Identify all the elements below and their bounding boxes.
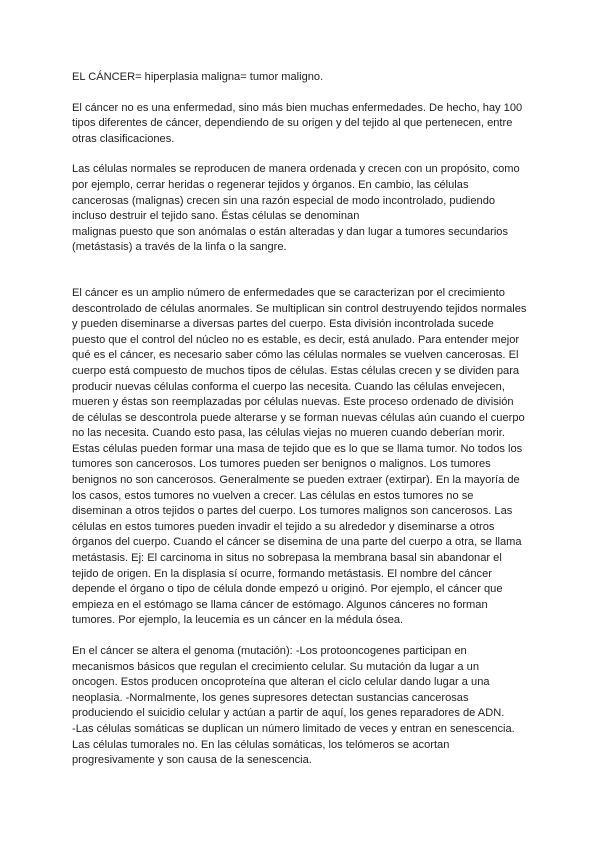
title-line: EL CÁNCER= hiperplasia maligna= tumor maligno.	[72, 71, 324, 83]
paragraph-intro	[72, 101, 528, 148]
text-line: empieza en el estómago se llama cáncer de estómago. Algunos cánceres no forman	[72, 598, 488, 611]
text-line: qué es el cáncer, es necesario saber cómo las células normales se vuelven cancerosas. El	[72, 349, 519, 362]
document-page	[72, 70, 528, 769]
text-line: diseminan a otros tejidos o partes del cuerpo. Los tumores malignos son cancerosos. Las	[72, 505, 513, 518]
document-title	[72, 70, 528, 86]
text-line: -Las células somáticas se duplican un número limitado de veces y entran en senescencia.	[72, 722, 515, 735]
text-line: depende el órgano o tipo de célula donde empezó u originó. Por ejemplo, el cáncer que	[72, 583, 503, 596]
text-line: produciendo el suicidio celular y actúan a partir de aquí, los genes reparadores de ADN.	[72, 707, 505, 720]
text-line: incluso destruir el tejido sano. Éstas células se denominan	[72, 210, 360, 223]
text-line: descontrolado de células anormales. Se multiplican sin control destruyendo tejidos normales	[72, 302, 527, 315]
text-line: células en estos tumores pueden invadir el tejido a su alrededor y diseminarse a otros	[72, 520, 495, 533]
text-line: producir nuevas células conforma el cuerpo las necesita. Cuando las células envejecen,	[72, 380, 505, 393]
text-line: de células se descontrola puede alterarse y se forman nuevas células aún cuando el cuerpo	[72, 411, 525, 424]
text-line: progresivamente y son causa de la senescencia.	[72, 754, 312, 767]
text-line: El cáncer no es una enfermedad, sino más bien muchas enfermedades. De hecho, hay 100	[72, 101, 523, 114]
text-line: tumores son cancerosos. Los tumores pueden ser benignos o malignos. Los tumores	[72, 458, 491, 471]
text-line: oncogen. Estos producen oncoproteína que alteran el ciclo celular dando lugar a una	[72, 676, 490, 689]
text-line: cuerpo está compuesto de muchos tipos de células. Estas células crecen y se dividen para	[72, 364, 520, 377]
text-line: y pueden diseminarse a diversas partes del cuerpo. Esta división incontrolada sucede	[72, 318, 494, 331]
text-line: mueren y éstas son reemplazadas por células nuevas. Este proceso ordenado de división	[72, 396, 514, 409]
text-line: no las necesita. Cuando esto pasa, las células viejas no mueren cuando deberían morir.	[72, 427, 505, 440]
text-line: por ejemplo, cerrar heridas o regenerar tejidos y órganos. En cambio, las células	[72, 178, 469, 191]
text-line: tipos diferentes de cáncer, dependiendo de su origen y del tejido al que pertenecen, entre	[72, 117, 513, 130]
text-line: Estas células pueden formar una masa de tejido que es lo que se llama tumor. No todos los	[72, 442, 523, 455]
paragraph-normal-cells	[72, 162, 528, 256]
paragraph-definition	[72, 286, 528, 629]
text-line: En el cáncer se altera el genoma (mutación): -Los protooncogenes participan en	[72, 645, 467, 657]
text-line: mecanismos básicos que regulan el crecimiento celular. Su mutación da lugar a un	[72, 660, 479, 673]
text-line: (metástasis) a través de la linfa o la sangre.	[72, 241, 287, 254]
text-line: benignos no son cancerosos. Generalmente se pueden extraer (extirpar). En la mayoría de	[72, 474, 520, 487]
text-line: cancerosas (malignas) crecen sin una razón especial de modo incontrolado, pudiendo	[72, 194, 496, 207]
text-line: Las células normales se reproducen de manera ordenada y crecen con un propósito, como	[72, 163, 520, 176]
paragraph-genome	[72, 644, 528, 769]
text-line: malignas puesto que son anómalas o están alteradas y dan lugar a tumores secundarios	[72, 225, 509, 238]
text-line: tumores. Por ejemplo, la leucemia es un cáncer en la médula ósea.	[72, 614, 404, 627]
text-line: puesto que el control del núcleo no es estable, es decir, está anulado. Para entender mejor	[72, 333, 520, 346]
text-line: metástasis. Ej: El carcinoma in situs no sobrepasa la membrana basal sin abandonar el	[72, 552, 502, 565]
text-line: otras clasificaciones.	[72, 132, 175, 145]
text-line: Las células tumorales no. En las células somáticas, los telómeros se acortan	[72, 738, 450, 751]
text-line: los casos, estos tumores no vuelven a crecer. Las células en estos tumores no se	[72, 489, 474, 502]
text-line: neoplasia. -Normalmente, los genes supresores detectan sustancias cancerosas	[72, 691, 469, 704]
text-line: tejido de origen. En la displasia sí ocurre, formando metástasis. El nombre del cáncer	[72, 567, 492, 580]
text-line: órganos del cuerpo. Cuando el cáncer se disemina de una parte del cuerpo a otra, se llama	[72, 536, 522, 549]
text-line: El cáncer es un amplio número de enfermedades que se caracterizan por el crecimiento	[72, 286, 505, 299]
